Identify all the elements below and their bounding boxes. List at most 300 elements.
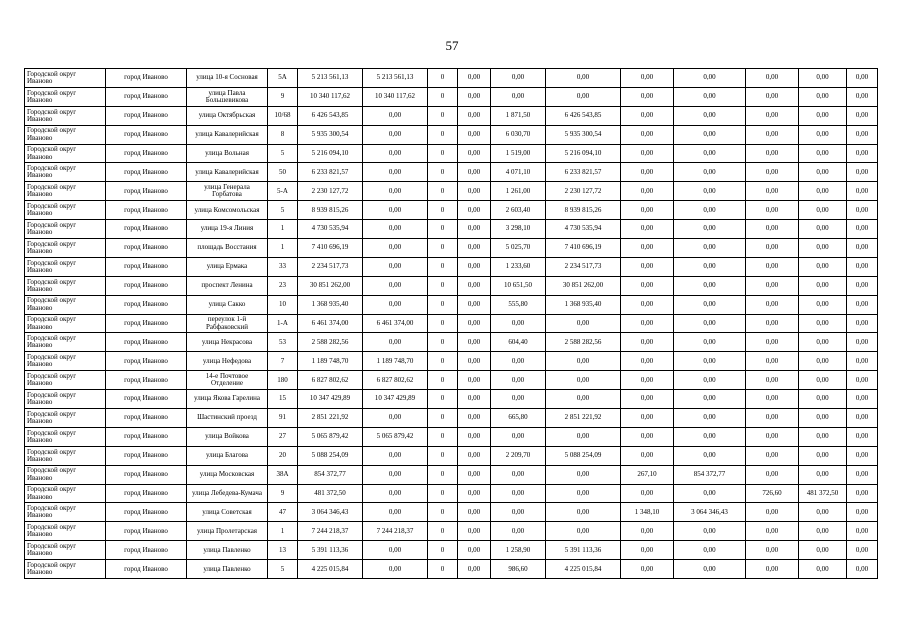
area-column-9-cell: 0,00 bbox=[491, 69, 546, 88]
amount-column-15-cell: 0,00 bbox=[847, 541, 878, 560]
area-column-9-cell: 4 071,10 bbox=[491, 163, 546, 182]
table-row bbox=[25, 276, 878, 295]
area-column-13-cell: 0,00 bbox=[746, 182, 799, 201]
municipality-cell: Городской округ Иваново bbox=[25, 371, 106, 390]
cost-column-10-cell: 4 730 535,94 bbox=[546, 220, 621, 239]
table-row bbox=[25, 239, 878, 258]
area-column-13-cell: 0,00 bbox=[746, 314, 799, 333]
table-row bbox=[25, 125, 878, 144]
table-row bbox=[25, 106, 878, 125]
cost-column-6-cell: 0,00 bbox=[363, 295, 428, 314]
cost-column-6-cell: 7 244 218,37 bbox=[363, 522, 428, 541]
area-column-13-cell: 0,00 bbox=[746, 87, 799, 106]
area-column-9-cell: 0,00 bbox=[491, 427, 546, 446]
table-row bbox=[25, 295, 878, 314]
cost-column-10-cell: 8 939 815,26 bbox=[546, 201, 621, 220]
street-cell: переулок 1-й Рабфаковский bbox=[187, 314, 268, 333]
amount-column-15-cell: 0,00 bbox=[847, 182, 878, 201]
cost-column-12-cell: 0,00 bbox=[674, 106, 746, 125]
cost-column-6-cell: 0,00 bbox=[363, 465, 428, 484]
cost-column-12-cell: 0,00 bbox=[674, 560, 746, 579]
house-number-cell: 5А bbox=[268, 69, 298, 88]
cost-column-10-cell: 0,00 bbox=[546, 427, 621, 446]
area-column-9-cell: 2 603,40 bbox=[491, 201, 546, 220]
area-column-13-cell: 0,00 bbox=[746, 69, 799, 88]
total-cost-cell: 6 461 374,00 bbox=[298, 314, 363, 333]
cost-column-12-cell: 0,00 bbox=[674, 257, 746, 276]
cost-column-14-cell: 0,00 bbox=[799, 220, 847, 239]
cost-column-12-cell: 0,00 bbox=[674, 409, 746, 428]
area-column-9-cell: 0,00 bbox=[491, 522, 546, 541]
cost-column-12-cell: 0,00 bbox=[674, 144, 746, 163]
amount-column-8-cell: 0,00 bbox=[458, 427, 491, 446]
settlement-cell: город Иваново bbox=[106, 333, 187, 352]
table-row bbox=[25, 390, 878, 409]
cost-column-12-cell: 0,00 bbox=[674, 371, 746, 390]
count-column-7-cell: 0 bbox=[428, 201, 458, 220]
area-column-13-cell: 0,00 bbox=[746, 239, 799, 258]
street-cell: 14-е Почтовое Отделение bbox=[187, 371, 268, 390]
area-column-11-cell: 267,10 bbox=[621, 465, 674, 484]
municipality-cell: Городской округ Иваново bbox=[25, 503, 106, 522]
count-column-7-cell: 0 bbox=[428, 182, 458, 201]
area-column-9-cell: 0,00 bbox=[491, 503, 546, 522]
count-column-7-cell: 0 bbox=[428, 276, 458, 295]
count-column-7-cell: 0 bbox=[428, 503, 458, 522]
area-column-11-cell: 0,00 bbox=[621, 144, 674, 163]
settlement-cell: город Иваново bbox=[106, 163, 187, 182]
house-number-cell: 20 bbox=[268, 446, 298, 465]
table-row bbox=[25, 352, 878, 371]
settlement-cell: город Иваново bbox=[106, 276, 187, 295]
page-number: 57 bbox=[445, 38, 459, 53]
municipality-cell: Городской округ Иваново bbox=[25, 87, 106, 106]
table-row bbox=[25, 69, 878, 88]
cost-column-6-cell: 6 827 802,62 bbox=[363, 371, 428, 390]
house-number-cell: 9 bbox=[268, 87, 298, 106]
amount-column-8-cell: 0,00 bbox=[458, 503, 491, 522]
cost-column-10-cell: 6 426 543,85 bbox=[546, 106, 621, 125]
area-column-13-cell: 0,00 bbox=[746, 163, 799, 182]
area-column-13-cell: 0,00 bbox=[746, 541, 799, 560]
street-cell: улица Войкова bbox=[187, 427, 268, 446]
cost-column-10-cell: 0,00 bbox=[546, 522, 621, 541]
table-row bbox=[25, 314, 878, 333]
amount-column-8-cell: 0,00 bbox=[458, 352, 491, 371]
area-column-11-cell: 1 348,10 bbox=[621, 503, 674, 522]
settlement-cell: город Иваново bbox=[106, 465, 187, 484]
table-row bbox=[25, 465, 878, 484]
count-column-7-cell: 0 bbox=[428, 522, 458, 541]
area-column-13-cell: 0,00 bbox=[746, 503, 799, 522]
settlement-cell: город Иваново bbox=[106, 427, 187, 446]
area-column-11-cell: 0,00 bbox=[621, 69, 674, 88]
area-column-11-cell: 0,00 bbox=[621, 371, 674, 390]
cost-column-14-cell: 0,00 bbox=[799, 125, 847, 144]
cost-column-14-cell: 0,00 bbox=[799, 446, 847, 465]
cost-column-12-cell: 0,00 bbox=[674, 201, 746, 220]
table-row bbox=[25, 427, 878, 446]
cost-column-12-cell: 0,00 bbox=[674, 333, 746, 352]
area-column-11-cell: 0,00 bbox=[621, 314, 674, 333]
area-column-11-cell: 0,00 bbox=[621, 182, 674, 201]
count-column-7-cell: 0 bbox=[428, 257, 458, 276]
table-row bbox=[25, 560, 878, 579]
settlement-cell: город Иваново bbox=[106, 239, 187, 258]
street-cell: Шастинский проезд bbox=[187, 409, 268, 428]
area-column-11-cell: 0,00 bbox=[621, 446, 674, 465]
area-column-9-cell: 1 261,00 bbox=[491, 182, 546, 201]
municipality-cell: Городской округ Иваново bbox=[25, 427, 106, 446]
amount-column-15-cell: 0,00 bbox=[847, 503, 878, 522]
settlement-cell: город Иваново bbox=[106, 503, 187, 522]
street-cell: улица 10-я Сосновая bbox=[187, 69, 268, 88]
cost-column-10-cell: 0,00 bbox=[546, 484, 621, 503]
cost-column-14-cell: 0,00 bbox=[799, 163, 847, 182]
settlement-cell: город Иваново bbox=[106, 69, 187, 88]
cost-column-14-cell: 0,00 bbox=[799, 314, 847, 333]
house-number-cell: 13 bbox=[268, 541, 298, 560]
amount-column-8-cell: 0,00 bbox=[458, 409, 491, 428]
cost-column-12-cell: 0,00 bbox=[674, 87, 746, 106]
area-column-9-cell: 6 030,70 bbox=[491, 125, 546, 144]
total-cost-cell: 4 730 535,94 bbox=[298, 220, 363, 239]
area-column-13-cell: 0,00 bbox=[746, 333, 799, 352]
street-cell: улица Московская bbox=[187, 465, 268, 484]
total-cost-cell: 4 225 015,84 bbox=[298, 560, 363, 579]
table-row bbox=[25, 503, 878, 522]
area-column-9-cell: 0,00 bbox=[491, 87, 546, 106]
settlement-cell: город Иваново bbox=[106, 352, 187, 371]
total-cost-cell: 6 827 802,62 bbox=[298, 371, 363, 390]
cost-column-12-cell: 0,00 bbox=[674, 295, 746, 314]
cost-column-12-cell: 0,00 bbox=[674, 352, 746, 371]
total-cost-cell: 3 064 346,43 bbox=[298, 503, 363, 522]
cost-column-6-cell: 6 461 374,00 bbox=[363, 314, 428, 333]
area-column-13-cell: 0,00 bbox=[746, 465, 799, 484]
amount-column-8-cell: 0,00 bbox=[458, 465, 491, 484]
settlement-cell: город Иваново bbox=[106, 541, 187, 560]
area-column-9-cell: 0,00 bbox=[491, 465, 546, 484]
house-number-cell: 1-А bbox=[268, 314, 298, 333]
area-column-13-cell: 0,00 bbox=[746, 352, 799, 371]
total-cost-cell: 2 851 221,92 bbox=[298, 409, 363, 428]
area-column-11-cell: 0,00 bbox=[621, 125, 674, 144]
total-cost-cell: 5 065 879,42 bbox=[298, 427, 363, 446]
municipality-cell: Городской округ Иваново bbox=[25, 257, 106, 276]
cost-column-12-cell: 0,00 bbox=[674, 484, 746, 503]
cost-column-6-cell: 0,00 bbox=[363, 201, 428, 220]
count-column-7-cell: 0 bbox=[428, 484, 458, 503]
total-cost-cell: 481 372,50 bbox=[298, 484, 363, 503]
amount-column-15-cell: 0,00 bbox=[847, 484, 878, 503]
street-cell: улица Некрасова bbox=[187, 333, 268, 352]
count-column-7-cell: 0 bbox=[428, 106, 458, 125]
cost-column-12-cell: 0,00 bbox=[674, 522, 746, 541]
amount-column-15-cell: 0,00 bbox=[847, 144, 878, 163]
table-row bbox=[25, 371, 878, 390]
cost-column-14-cell: 0,00 bbox=[799, 239, 847, 258]
house-number-cell: 1 bbox=[268, 239, 298, 258]
cost-column-6-cell: 5 065 879,42 bbox=[363, 427, 428, 446]
count-column-7-cell: 0 bbox=[428, 125, 458, 144]
total-cost-cell: 7 244 218,37 bbox=[298, 522, 363, 541]
amount-column-8-cell: 0,00 bbox=[458, 257, 491, 276]
street-cell: улица Пролетарская bbox=[187, 522, 268, 541]
cost-column-10-cell: 2 234 517,73 bbox=[546, 257, 621, 276]
amount-column-8-cell: 0,00 bbox=[458, 522, 491, 541]
count-column-7-cell: 0 bbox=[428, 239, 458, 258]
municipality-cell: Городской округ Иваново bbox=[25, 239, 106, 258]
cost-column-6-cell: 0,00 bbox=[363, 333, 428, 352]
house-number-cell: 1 bbox=[268, 522, 298, 541]
area-column-13-cell: 0,00 bbox=[746, 125, 799, 144]
house-number-cell: 8 bbox=[268, 125, 298, 144]
settlement-cell: город Иваново bbox=[106, 314, 187, 333]
table-row bbox=[25, 484, 878, 503]
total-cost-cell: 2 230 127,72 bbox=[298, 182, 363, 201]
area-column-13-cell: 0,00 bbox=[746, 371, 799, 390]
area-column-11-cell: 0,00 bbox=[621, 390, 674, 409]
cost-column-6-cell: 1 189 748,70 bbox=[363, 352, 428, 371]
street-cell: улица Нефедова bbox=[187, 352, 268, 371]
count-column-7-cell: 0 bbox=[428, 352, 458, 371]
area-column-13-cell: 0,00 bbox=[746, 295, 799, 314]
cost-column-14-cell: 0,00 bbox=[799, 427, 847, 446]
municipality-cell: Городской округ Иваново bbox=[25, 182, 106, 201]
street-cell: улица Сакко bbox=[187, 295, 268, 314]
area-column-13-cell: 0,00 bbox=[746, 106, 799, 125]
area-column-9-cell: 1 519,00 bbox=[491, 144, 546, 163]
area-column-11-cell: 0,00 bbox=[621, 87, 674, 106]
house-number-cell: 53 bbox=[268, 333, 298, 352]
cost-column-10-cell: 0,00 bbox=[546, 87, 621, 106]
cost-column-6-cell: 0,00 bbox=[363, 144, 428, 163]
area-column-11-cell: 0,00 bbox=[621, 333, 674, 352]
municipality-cell: Городской округ Иваново bbox=[25, 220, 106, 239]
table-row bbox=[25, 87, 878, 106]
cost-column-14-cell: 0,00 bbox=[799, 182, 847, 201]
amount-column-8-cell: 0,00 bbox=[458, 484, 491, 503]
area-column-13-cell: 0,00 bbox=[746, 560, 799, 579]
amount-column-15-cell: 0,00 bbox=[847, 314, 878, 333]
cost-column-6-cell: 10 347 429,89 bbox=[363, 390, 428, 409]
count-column-7-cell: 0 bbox=[428, 465, 458, 484]
amount-column-8-cell: 0,00 bbox=[458, 295, 491, 314]
amount-column-15-cell: 0,00 bbox=[847, 446, 878, 465]
cost-column-12-cell: 0,00 bbox=[674, 163, 746, 182]
table-row bbox=[25, 409, 878, 428]
amount-column-15-cell: 0,00 bbox=[847, 125, 878, 144]
area-column-9-cell: 3 298,10 bbox=[491, 220, 546, 239]
street-cell: площадь Восстания bbox=[187, 239, 268, 258]
cost-column-12-cell: 0,00 bbox=[674, 314, 746, 333]
amount-column-8-cell: 0,00 bbox=[458, 106, 491, 125]
total-cost-cell: 5 213 561,13 bbox=[298, 69, 363, 88]
cost-column-14-cell: 0,00 bbox=[799, 503, 847, 522]
area-column-13-cell: 0,00 bbox=[746, 257, 799, 276]
municipality-cell: Городской округ Иваново bbox=[25, 163, 106, 182]
cost-column-10-cell: 30 851 262,00 bbox=[546, 276, 621, 295]
cost-column-12-cell: 0,00 bbox=[674, 541, 746, 560]
area-column-9-cell: 604,40 bbox=[491, 333, 546, 352]
total-cost-cell: 5 216 094,10 bbox=[298, 144, 363, 163]
area-column-9-cell: 0,00 bbox=[491, 352, 546, 371]
area-column-11-cell: 0,00 bbox=[621, 276, 674, 295]
count-column-7-cell: 0 bbox=[428, 163, 458, 182]
amount-column-15-cell: 0,00 bbox=[847, 239, 878, 258]
area-column-9-cell: 2 209,70 bbox=[491, 446, 546, 465]
municipality-cell: Городской округ Иваново bbox=[25, 106, 106, 125]
settlement-cell: город Иваново bbox=[106, 522, 187, 541]
count-column-7-cell: 0 bbox=[428, 220, 458, 239]
municipality-cell: Городской округ Иваново bbox=[25, 446, 106, 465]
cost-column-10-cell: 0,00 bbox=[546, 371, 621, 390]
street-cell: улица Якова Гарелина bbox=[187, 390, 268, 409]
amount-column-8-cell: 0,00 bbox=[458, 276, 491, 295]
cost-column-10-cell: 5 391 113,36 bbox=[546, 541, 621, 560]
street-cell: улица Генерала Горбатова bbox=[187, 182, 268, 201]
area-column-13-cell: 0,00 bbox=[746, 201, 799, 220]
cost-column-10-cell: 0,00 bbox=[546, 69, 621, 88]
street-cell: улица 19-я Линия bbox=[187, 220, 268, 239]
cost-column-6-cell: 0,00 bbox=[363, 560, 428, 579]
municipality-cell: Городской округ Иваново bbox=[25, 541, 106, 560]
municipality-cell: Городской округ Иваново bbox=[25, 465, 106, 484]
total-cost-cell: 2 588 282,56 bbox=[298, 333, 363, 352]
area-column-9-cell: 1 871,50 bbox=[491, 106, 546, 125]
area-column-11-cell: 0,00 bbox=[621, 239, 674, 258]
count-column-7-cell: 0 bbox=[428, 371, 458, 390]
cost-column-10-cell: 0,00 bbox=[546, 352, 621, 371]
cost-column-12-cell: 0,00 bbox=[674, 427, 746, 446]
settlement-cell: город Иваново bbox=[106, 87, 187, 106]
amount-column-15-cell: 0,00 bbox=[847, 220, 878, 239]
cost-column-10-cell: 7 410 696,19 bbox=[546, 239, 621, 258]
municipality-cell: Городской округ Иваново bbox=[25, 125, 106, 144]
count-column-7-cell: 0 bbox=[428, 295, 458, 314]
amount-column-8-cell: 0,00 bbox=[458, 371, 491, 390]
table-row bbox=[25, 257, 878, 276]
count-column-7-cell: 0 bbox=[428, 390, 458, 409]
settlement-cell: город Иваново bbox=[106, 446, 187, 465]
cost-column-10-cell: 2 851 221,92 bbox=[546, 409, 621, 428]
count-column-7-cell: 0 bbox=[428, 333, 458, 352]
municipality-cell: Городской округ Иваново bbox=[25, 276, 106, 295]
amount-column-15-cell: 0,00 bbox=[847, 390, 878, 409]
table-row bbox=[25, 163, 878, 182]
table-row bbox=[25, 220, 878, 239]
cost-column-10-cell: 5 935 300,54 bbox=[546, 125, 621, 144]
house-number-cell: 27 bbox=[268, 427, 298, 446]
table-row bbox=[25, 446, 878, 465]
cost-column-10-cell: 5 088 254,09 bbox=[546, 446, 621, 465]
cost-column-6-cell: 0,00 bbox=[363, 503, 428, 522]
area-column-11-cell: 0,00 bbox=[621, 560, 674, 579]
total-cost-cell: 5 391 113,36 bbox=[298, 541, 363, 560]
area-column-11-cell: 0,00 bbox=[621, 427, 674, 446]
amount-column-15-cell: 0,00 bbox=[847, 560, 878, 579]
total-cost-cell: 2 234 517,73 bbox=[298, 257, 363, 276]
area-column-13-cell: 0,00 bbox=[746, 427, 799, 446]
amount-column-8-cell: 0,00 bbox=[458, 541, 491, 560]
cost-column-6-cell: 0,00 bbox=[363, 541, 428, 560]
house-number-cell: 47 bbox=[268, 503, 298, 522]
municipality-cell: Городской округ Иваново bbox=[25, 560, 106, 579]
cost-column-10-cell: 4 225 015,84 bbox=[546, 560, 621, 579]
street-cell: улица Лебедева-Кумача bbox=[187, 484, 268, 503]
settlement-cell: город Иваново bbox=[106, 295, 187, 314]
street-cell: улица Ермака bbox=[187, 257, 268, 276]
settlement-cell: город Иваново bbox=[106, 409, 187, 428]
amount-column-8-cell: 0,00 bbox=[458, 201, 491, 220]
cost-column-12-cell: 0,00 bbox=[674, 125, 746, 144]
settlement-cell: город Иваново bbox=[106, 182, 187, 201]
cost-column-12-cell: 0,00 bbox=[674, 182, 746, 201]
cost-column-14-cell: 0,00 bbox=[799, 390, 847, 409]
area-column-11-cell: 0,00 bbox=[621, 352, 674, 371]
municipality-cell: Городской округ Иваново bbox=[25, 409, 106, 428]
settlement-cell: город Иваново bbox=[106, 257, 187, 276]
cost-column-10-cell: 0,00 bbox=[546, 503, 621, 522]
area-column-13-cell: 0,00 bbox=[746, 220, 799, 239]
amount-column-15-cell: 0,00 bbox=[847, 352, 878, 371]
area-column-13-cell: 0,00 bbox=[746, 276, 799, 295]
cost-column-6-cell: 0,00 bbox=[363, 106, 428, 125]
total-cost-cell: 10 347 429,89 bbox=[298, 390, 363, 409]
area-column-9-cell: 665,80 bbox=[491, 409, 546, 428]
house-number-cell: 5-А bbox=[268, 182, 298, 201]
count-column-7-cell: 0 bbox=[428, 427, 458, 446]
amount-column-15-cell: 0,00 bbox=[847, 87, 878, 106]
cost-column-10-cell: 2 230 127,72 bbox=[546, 182, 621, 201]
street-cell: улица Комсомольская bbox=[187, 201, 268, 220]
cost-column-12-cell: 854 372,77 bbox=[674, 465, 746, 484]
amount-column-8-cell: 0,00 bbox=[458, 220, 491, 239]
cost-column-12-cell: 0,00 bbox=[674, 276, 746, 295]
area-column-13-cell: 0,00 bbox=[746, 390, 799, 409]
area-column-11-cell: 0,00 bbox=[621, 522, 674, 541]
total-cost-cell: 10 340 117,62 bbox=[298, 87, 363, 106]
area-column-9-cell: 1 258,90 bbox=[491, 541, 546, 560]
total-cost-cell: 5 935 300,54 bbox=[298, 125, 363, 144]
cost-column-10-cell: 2 588 282,56 bbox=[546, 333, 621, 352]
amount-column-15-cell: 0,00 bbox=[847, 333, 878, 352]
settlement-cell: город Иваново bbox=[106, 201, 187, 220]
amount-column-15-cell: 0,00 bbox=[847, 69, 878, 88]
amount-column-8-cell: 0,00 bbox=[458, 314, 491, 333]
cost-column-10-cell: 0,00 bbox=[546, 390, 621, 409]
amount-column-15-cell: 0,00 bbox=[847, 465, 878, 484]
amount-column-15-cell: 0,00 bbox=[847, 201, 878, 220]
municipality-cell: Городской округ Иваново bbox=[25, 390, 106, 409]
table-row bbox=[25, 182, 878, 201]
street-cell: проспект Ленина bbox=[187, 276, 268, 295]
table-row bbox=[25, 333, 878, 352]
house-number-cell: 91 bbox=[268, 409, 298, 428]
area-column-13-cell: 0,00 bbox=[746, 522, 799, 541]
area-column-13-cell: 0,00 bbox=[746, 144, 799, 163]
data-table bbox=[24, 68, 878, 579]
municipality-cell: Городской округ Иваново bbox=[25, 69, 106, 88]
settlement-cell: город Иваново bbox=[106, 220, 187, 239]
cost-column-14-cell: 0,00 bbox=[799, 144, 847, 163]
municipality-cell: Городской округ Иваново bbox=[25, 352, 106, 371]
cost-column-14-cell: 0,00 bbox=[799, 333, 847, 352]
cost-column-14-cell: 0,00 bbox=[799, 522, 847, 541]
area-column-9-cell: 0,00 bbox=[491, 371, 546, 390]
house-number-cell: 7 bbox=[268, 352, 298, 371]
